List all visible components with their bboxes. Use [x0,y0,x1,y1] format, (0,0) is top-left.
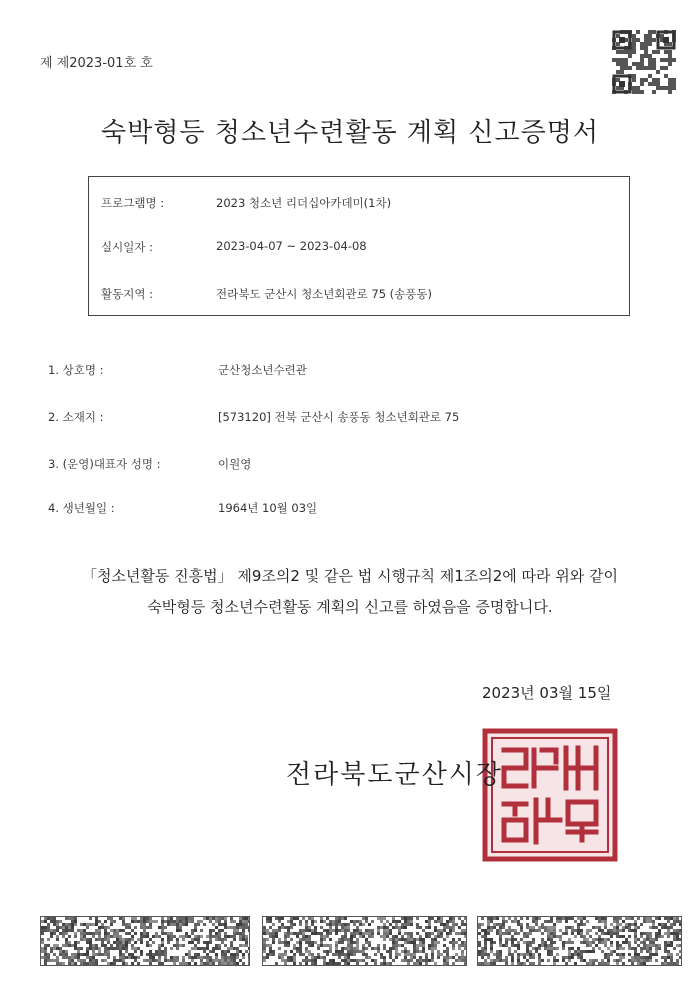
issuer-name: 전라북도군산시장 [286,760,503,790]
program-date-label: 실시일자 : [101,240,153,254]
birthdate-value: 1964년 10월 03일 [218,501,318,515]
representative-value: 이원영 [218,457,252,471]
program-area-value: 전라북도 군산시 청소년회관로 75 (송풍동) [216,287,432,301]
certification-statement-line1: 「청소년활동 진흥법」 제9조의2 및 같은 법 시행규칙 제1조의2에 따라 위와 같이 [81,567,619,585]
program-area-label: 활동지역 : [101,287,153,301]
qr-code-icon [612,30,676,94]
program-info-box [88,176,630,316]
security-barcode-icon [40,916,250,966]
program-name-value: 2023 청소년 리더십아카데미(1차) [216,196,392,210]
document-number: 제 제2023-01호 호 [40,56,153,71]
page-title: 숙박형등 청소년수련활동 계획 신고증명서 [101,118,599,148]
security-barcode-icon [477,916,682,966]
business-name-value: 군산청소년수련관 [218,363,307,377]
location-label: 2. 소재지 : [48,410,104,424]
program-date-value: 2023-04-07 ~ 2023-04-08 [216,239,367,253]
location-value: [573120] 전북 군산시 송풍동 청소년회관로 75 [218,410,460,424]
official-seal-icon [482,728,618,862]
birthdate-label: 4. 생년월일 : [48,501,115,515]
issue-date: 2023년 03월 15일 [482,684,612,702]
certification-statement-line2: 숙박형등 청소년수련활동 계획의 신고를 하였음을 증명합니다. [147,598,553,616]
security-barcode-icon [262,916,467,966]
representative-label: 3. (운영)대표자 성명 : [48,457,161,471]
program-name-label: 프로그램명 : [101,196,165,210]
business-name-label: 1. 상호명 : [48,363,104,377]
